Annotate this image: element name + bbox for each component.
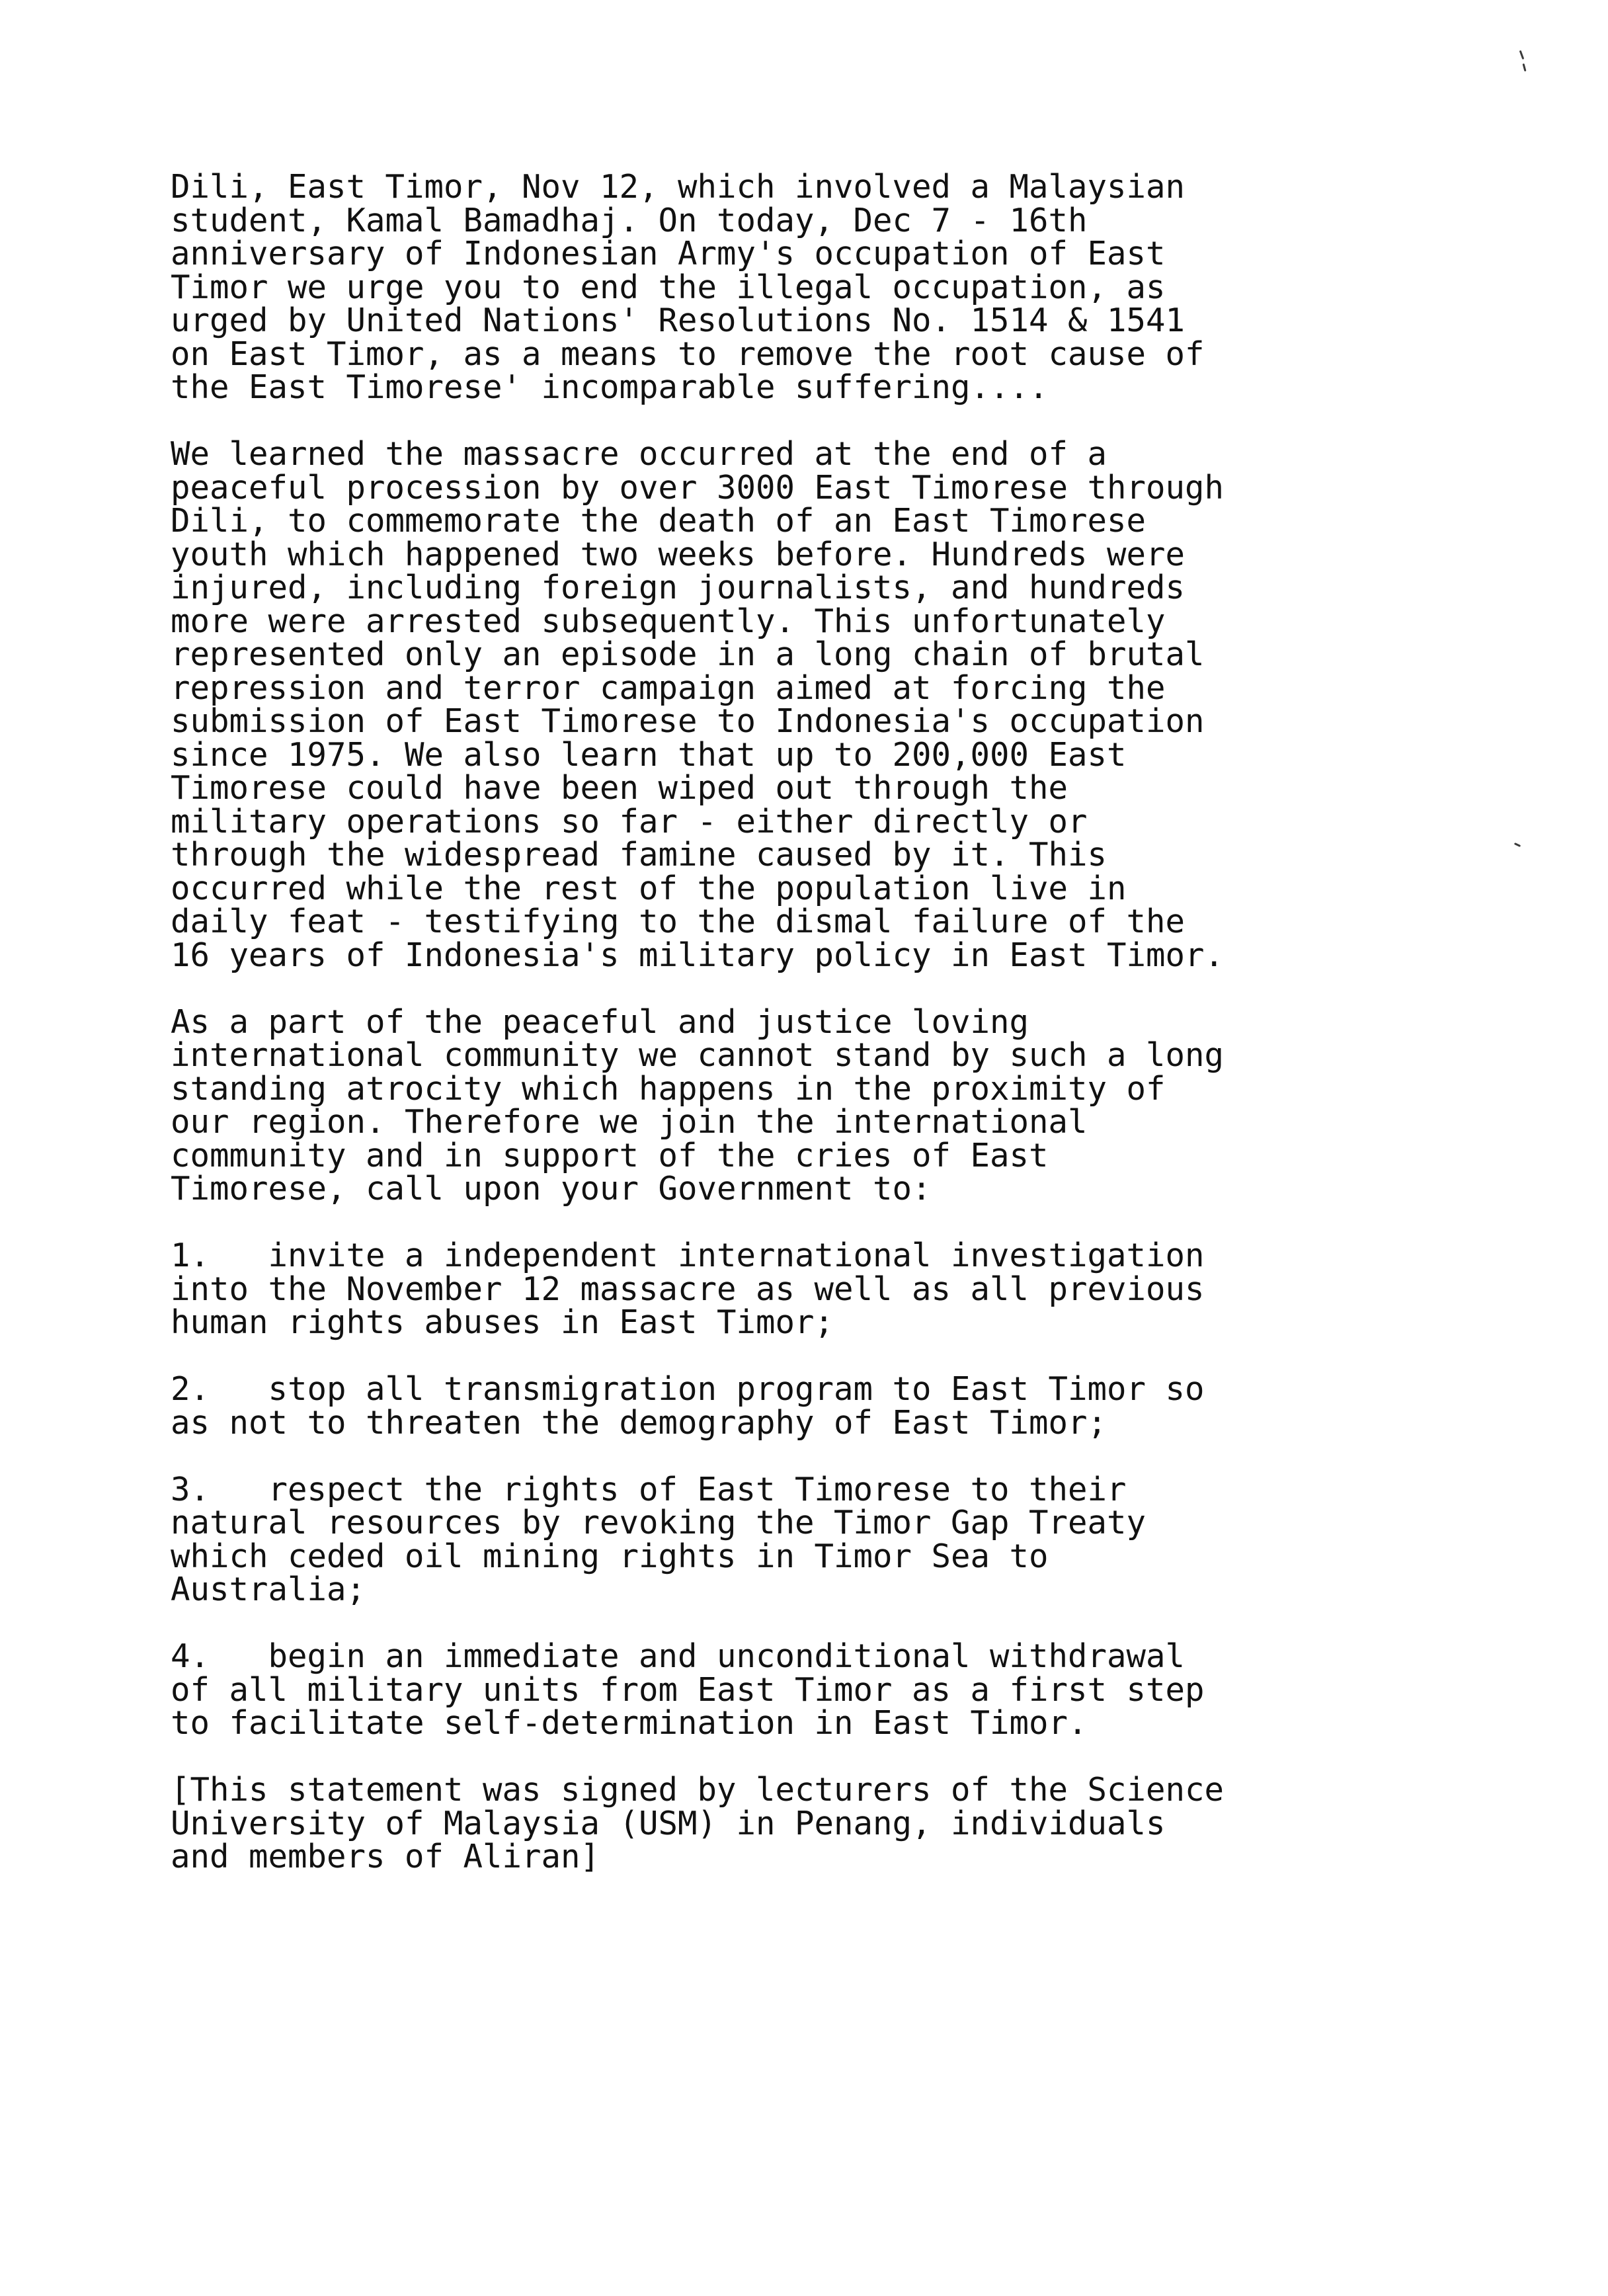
text-line: military operations so far - either directly or	[171, 802, 1088, 840]
text-line: represented only an episode in a long chain of brutal	[171, 636, 1205, 673]
text-line: more were arrested subsequently. This unfortunately	[171, 602, 1166, 640]
scan-speck-top-right	[1519, 50, 1525, 60]
text-line: as not to threaten the demography of East Timor;	[171, 1403, 1107, 1442]
text-line: and members of Aliran]	[171, 1838, 600, 1875]
demand-item-2	[171, 1370, 1493, 1442]
text-line: 4. begin an immediate and unconditional withdrawal	[171, 1637, 1186, 1675]
text-line: We learned the massacre occurred at the end of a	[171, 435, 1107, 473]
text-line: Dili, East Timor, Nov 12, which involved a Malaysian	[171, 168, 1186, 206]
text-line: our region. Therefore we join the international	[171, 1103, 1088, 1141]
paragraph-massacre	[171, 435, 1493, 974]
text-line: which ceded oil mining rights in Timor Sea to	[171, 1537, 1049, 1575]
text-line: human rights abuses in East Timor;	[171, 1303, 834, 1341]
demand-item-1	[171, 1239, 1493, 1340]
text-line: the East Timorese' incomparable suffering....	[171, 368, 1049, 406]
text-line: Timorese, call upon your Government to:	[171, 1170, 932, 1208]
text-line: into the November 12 massacre as well as all previous	[171, 1270, 1205, 1308]
text-line: Timor we urge you to end the illegal occupation, as	[171, 268, 1166, 306]
text-line: University of Malaysia (USM) in Penang, individuals	[171, 1804, 1166, 1842]
text-line: standing atrocity which happens in the proximity of	[171, 1069, 1166, 1108]
text-line: submission of East Timorese to Indonesia's occupation	[171, 702, 1205, 740]
text-line: Timorese could have been wiped out through the	[171, 769, 1068, 807]
text-line: through the widespread famine caused by it. This	[171, 836, 1107, 874]
text-line: youth which happened two weeks before. Hundreds were	[171, 535, 1186, 573]
text-line: 3. respect the rights of East Timorese to their	[171, 1470, 1127, 1508]
paragraph-international-community	[171, 1003, 1493, 1208]
text-line: anniversary of Indonesian Army's occupation of East	[171, 235, 1166, 272]
paragraph-opening	[171, 168, 1493, 406]
text-line: Dili, to commemorate the death of an East Timorese	[171, 502, 1146, 540]
demand-item-3	[171, 1470, 1493, 1608]
text-line: peaceful procession by over 3000 East Timorese through	[171, 468, 1225, 507]
text-line: on East Timor, as a means to remove the root cause of	[171, 335, 1205, 373]
text-line: daily feat - testifying to the dismal failure of the	[171, 903, 1186, 940]
signatories-note	[171, 1771, 1493, 1875]
text-line: injured, including foreign journalists, and hundreds	[171, 569, 1186, 606]
document-body	[171, 168, 1493, 1875]
text-line: 16 years of Indonesia's military policy in East Timor.	[171, 936, 1225, 974]
text-line: since 1975. We also learn that up to 200,000 East	[171, 735, 1127, 774]
scan-speck-right-margin	[1514, 842, 1521, 847]
text-line: [This statement was signed by lecturers of the Science	[171, 1771, 1225, 1809]
text-line: 1. invite a independent international investigation	[171, 1237, 1205, 1274]
text-line: student, Kamal Bamadhaj. On today, Dec 7 - 16th	[171, 201, 1088, 239]
text-line: natural resources by revoking the Timor Gap Treaty	[171, 1504, 1146, 1541]
text-line: of all military units from East Timor as a first step	[171, 1670, 1205, 1709]
text-line: occurred while the rest of the population live in	[171, 869, 1127, 907]
text-line: Australia;	[171, 1571, 366, 1608]
text-line: As a part of the peaceful and justice loving	[171, 1003, 1029, 1041]
text-line: community and in support of the cries of East	[171, 1136, 1049, 1174]
scan-speck-top-right-2	[1522, 63, 1526, 71]
text-line: repression and terror campaign aimed at forcing the	[171, 669, 1166, 707]
text-line: urged by United Nations' Resolutions No. 1514 & 1541	[171, 302, 1186, 339]
demand-item-4	[171, 1637, 1493, 1742]
text-line: 2. stop all transmigration program to East Timor so	[171, 1370, 1205, 1408]
text-line: international community we cannot stand by such a long	[171, 1036, 1225, 1074]
text-line: to facilitate self-determination in East Timor.	[171, 1704, 1088, 1742]
